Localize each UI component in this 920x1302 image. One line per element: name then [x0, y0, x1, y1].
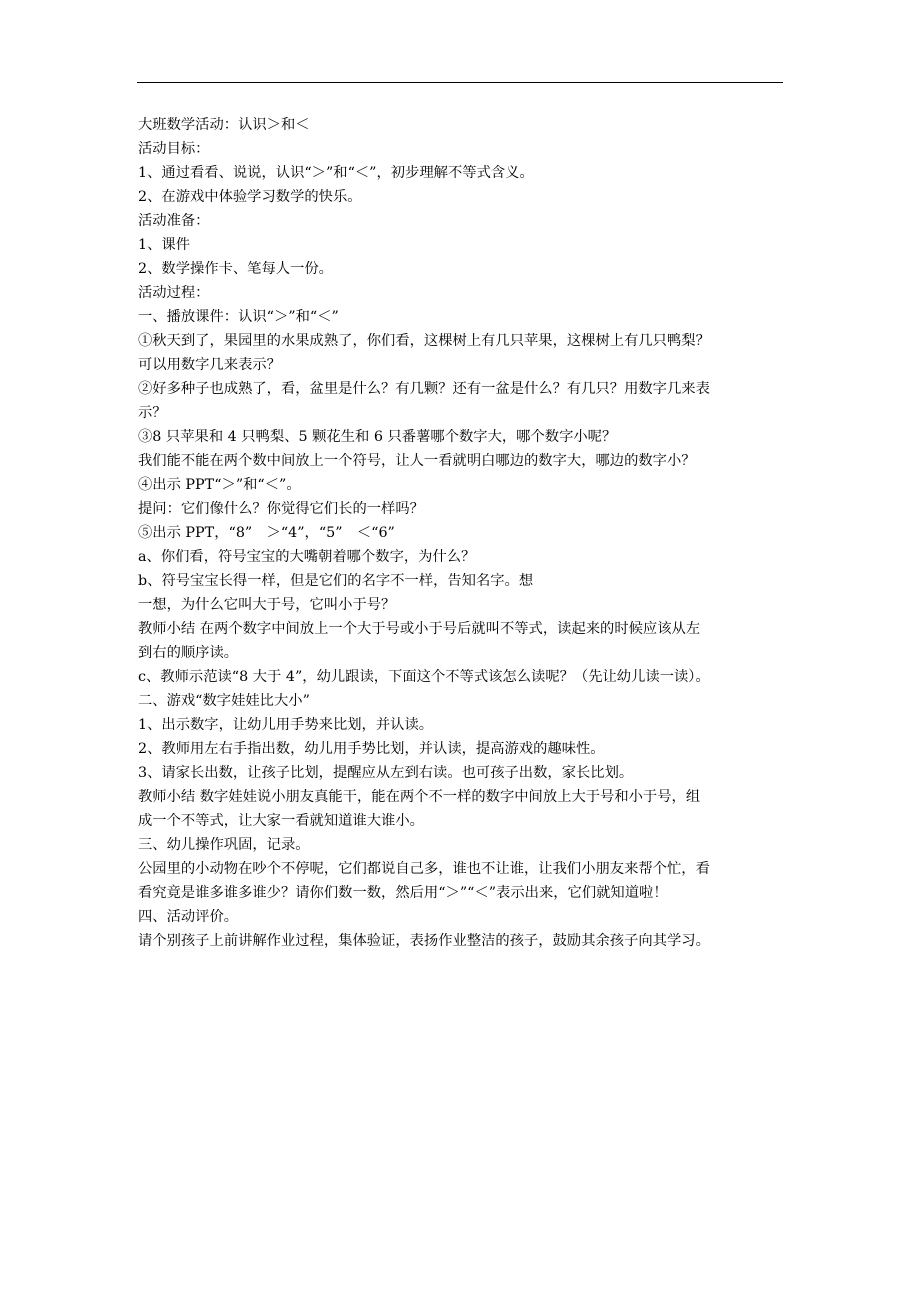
text-line: b、符号宝宝长得一样，但是它们的名字不一样，告知名字。想 — [138, 573, 534, 589]
section-heading: 四、活动评价。 — [138, 909, 239, 925]
document-title: 大班数学活动：认识＞和＜ — [138, 117, 310, 133]
text-line: 看究竟是谁多谁多谁少？请你们数一数，然后用“＞”“＜”表示出来，它们就知道啦！ — [138, 885, 668, 901]
text-line: ④出示 PPT“＞”和“＜”。 — [138, 477, 301, 493]
text-line: c、教师示范读“8 大于 4”，幼儿跟读，下面这个不等式该怎么读呢？（先让幼儿读一读）。 — [138, 669, 710, 685]
text-line: 2、教师用左右手指出数，幼儿用手势比划，并认读，提高游戏的趣味性。 — [138, 741, 605, 757]
text-line: 我们能不能在两个数中间放上一个符号，让人一看就明白哪边的数字大，哪边的数字小？ — [138, 453, 696, 469]
text-line: 公园里的小动物在吵个不停呢，它们都说自己多，谁也不让谁，让我们小朋友来帮个忙，看 — [138, 861, 710, 877]
text-line: 请个别孩子上前讲解作业过程，集体验证，表扬作业整洁的孩子，鼓励其余孩子向其学习。 — [138, 933, 710, 949]
document-body — [138, 113, 798, 953]
text-line: 2、在游戏中体验学习数学的快乐。 — [138, 189, 362, 205]
section-heading: 活动过程： — [138, 285, 210, 301]
text-line: 一想，为什么它叫大于号，它叫小于号？ — [138, 597, 396, 613]
section-heading: 一、播放课件：认识“＞”和“＜” — [138, 309, 339, 325]
text-line: a、你们看，符号宝宝的大嘴朝着哪个数字，为什么？ — [138, 549, 476, 565]
text-line: 1、课件 — [138, 237, 190, 253]
header-rule — [137, 82, 783, 83]
text-line: 3、请家长出数，让孩子比划，提醒应从左到右读。也可孩子出数，家长比划。 — [138, 765, 634, 781]
text-line: 成一个不等式，让大家一看就知道谁大谁小。 — [138, 813, 424, 829]
text-line: 可以用数字几来表示？ — [138, 357, 281, 373]
text-line: 示？ — [138, 405, 167, 421]
text-line: 1、出示数字，让幼儿用手势来比划，并认读。 — [138, 717, 434, 733]
section-heading: 活动目标： — [138, 141, 210, 157]
text-line: 教师小结 在两个数字中间放上一个大于号或小于号后就叫不等式，读起来的时候应该从左 — [138, 621, 701, 637]
text-line: 提问：它们像什么？你觉得它们长的一样吗？ — [138, 501, 424, 517]
text-line: ②好多种子也成熟了，看，盆里是什么？有几颗？还有一盆是什么？有几只？用数字几来表 — [138, 381, 710, 397]
text-line: 教师小结 数字娃娃说小朋友真能干，能在两个不一样的数字中间放上大于号和小于号，组 — [138, 789, 701, 805]
text-line: ①秋天到了，果园里的水果成熟了，你们看，这棵树上有几只苹果，这棵树上有几只鸭梨？ — [138, 333, 710, 349]
text-line: ⑤出示 PPT，“8” ＞“4”，“5” ＜“6” — [138, 525, 395, 541]
text-line: 到右的顺序读。 — [138, 645, 239, 661]
text-line: 2、数学操作卡、笔每人一份。 — [138, 261, 333, 277]
section-heading: 活动准备： — [138, 213, 210, 229]
text-line: 1、通过看看、说说，认识“＞”和“＜”，初步理解不等式含义。 — [138, 165, 534, 181]
section-heading: 二、游戏“数字娃娃比大小” — [138, 693, 310, 709]
text-line: ③8 只苹果和 4 只鸭梨、5 颗花生和 6 只番薯哪个数字大，哪个数字小呢？ — [138, 429, 617, 445]
section-heading: 三、幼儿操作巩固，记录。 — [138, 837, 310, 853]
